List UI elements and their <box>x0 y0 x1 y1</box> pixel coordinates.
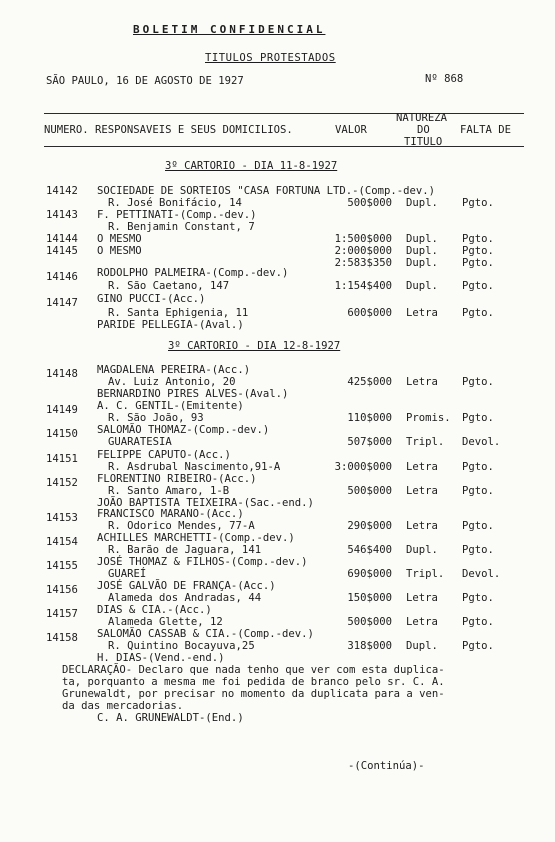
entry-value: 500$000 <box>347 616 392 628</box>
entry-address: Alameda dos Andradas, 44 <box>108 592 262 604</box>
entry-number: 14150 <box>46 428 78 440</box>
entry-status: Pgto. <box>462 640 494 652</box>
entry-value: 690$000 <box>347 568 392 580</box>
entry-value: 290$000 <box>347 520 392 532</box>
entry-number: 14146 <box>46 271 78 283</box>
entry-address: GUAREÍ <box>108 568 147 580</box>
entry-status: Pgto. <box>462 280 494 292</box>
entry-value: 507$000 <box>347 436 392 448</box>
entry-value: 3:000$000 <box>334 461 392 473</box>
declaration-signature: C. A. GRUNEWALDT-(End.) <box>97 712 244 724</box>
entry-title-type: Letra <box>406 592 438 604</box>
entry-responsible: H. DIAS-(Vend.-end.) <box>97 652 225 664</box>
entry-title-type: Dupl. <box>406 233 438 245</box>
declaration-line: DECLARAÇÃO- Declaro que nada tenho que ver com esta duplica- <box>62 664 445 676</box>
entry-responsible: A. C. GENTIL-(Emitente) <box>97 400 244 412</box>
entry-status: Pgto. <box>462 592 494 604</box>
entry-number: 14144 <box>46 233 78 245</box>
entry-responsible: PARIDE PELLEGIA-(Aval.) <box>97 319 244 331</box>
entry-address: R. São João, 93 <box>108 412 204 424</box>
entry-title-type: Letra <box>406 485 438 497</box>
entry-status: Pgto. <box>462 616 494 628</box>
entry-number: 14142 <box>46 185 78 197</box>
entry-status: Pgto. <box>462 197 494 209</box>
entry-status: Pgto. <box>462 520 494 532</box>
entry-title-type: Letra <box>406 307 438 319</box>
column-responsaveis: RESPONSAVEIS E SEUS DOMICILIOS. <box>95 124 293 136</box>
entry-title-type: Dupl. <box>406 544 438 556</box>
entry-value: 500$000 <box>347 197 392 209</box>
entry-title-type: Dupl. <box>406 245 438 257</box>
entry-address: Av. Luiz Antonio, 20 <box>108 376 236 388</box>
entry-status: Pgto. <box>462 544 494 556</box>
entry-value: 110$000 <box>347 412 392 424</box>
entry-title-type: Tripl. <box>406 436 445 448</box>
column-header-bottom-rule <box>44 146 524 147</box>
entry-responsible: MAGDALENA PEREIRA-(Acc.) <box>97 364 251 376</box>
entry-address: R. Benjamin Constant, 7 <box>108 221 255 233</box>
column-numero: NUMERO. <box>44 124 89 136</box>
entry-value: 2:000$000 <box>334 245 392 257</box>
entry-value: 1:154$400 <box>334 280 392 292</box>
entry-status: Pgto. <box>462 461 494 473</box>
column-natureza-2: DO <box>417 124 430 136</box>
entry-title-type: Dupl. <box>406 197 438 209</box>
entry-responsible: SALOMÃO THOMAZ-(Comp.-dev.) <box>97 424 270 436</box>
entry-address: GUARATESIA <box>108 436 172 448</box>
declaration-line: Grunewaldt, por precisar no momento da duplicata para a ven- <box>62 688 445 700</box>
entry-status: Pgto. <box>462 233 494 245</box>
entry-responsible: ACHILLES MARCHETTI-(Comp.-dev.) <box>97 532 295 544</box>
entry-number: 14148 <box>46 368 78 380</box>
column-natureza-3: TITULO <box>404 136 443 148</box>
entry-status: Pgto. <box>462 376 494 388</box>
entry-number: 14157 <box>46 608 78 620</box>
entry-responsible: RODOLPHO PALMEIRA-(Comp.-dev.) <box>97 267 289 279</box>
section-heading: 3º CARTORIO - DIA 11-8-1927 <box>165 160 338 172</box>
entry-value: 500$000 <box>347 485 392 497</box>
entry-responsible: JOÃO BAPTISTA TEIXEIRA-(Sac.-end.) <box>97 497 314 509</box>
entry-number: 14155 <box>46 560 78 572</box>
declaration-line: ta, porquanto a mesma me foi pedida de branco pelo sr. C. A. <box>62 676 445 688</box>
entry-responsible: SALOMÃO CASSAB & CIA.-(Comp.-dev.) <box>97 628 314 640</box>
declaration-line: da das mercadorias. <box>62 700 184 712</box>
city-date: SÃO PAULO, 16 DE AGOSTO DE 1927 <box>46 75 244 87</box>
entry-title-type: Dupl. <box>406 257 438 269</box>
entry-title-type: Dupl. <box>406 280 438 292</box>
entry-responsible: SOCIEDADE DE SORTEIOS "CASA FORTUNA LTD.-(Comp.-dev.) <box>97 185 436 197</box>
entry-address: R. Asdrubal Nascimento,91-A <box>108 461 281 473</box>
entry-number: 14158 <box>46 632 78 644</box>
bulletin-number: Nº 868 <box>425 73 464 85</box>
entry-responsible: O MESMO <box>97 233 142 245</box>
entry-status: Pgto. <box>462 485 494 497</box>
entry-status: Pgto. <box>462 245 494 257</box>
entry-value: 2:583$350 <box>334 257 392 269</box>
entry-number: 14152 <box>46 477 78 489</box>
entry-address: R. José Bonifácio, 14 <box>108 197 242 209</box>
entry-address: R. São Caetano, 147 <box>108 280 230 292</box>
entry-title-type: Letra <box>406 616 438 628</box>
column-valor: VALOR <box>335 124 367 136</box>
entry-address: Alameda Glette, 12 <box>108 616 223 628</box>
bulletin-title: BOLETIM CONFIDENCIAL <box>133 23 326 36</box>
entry-value: 546$400 <box>347 544 392 556</box>
bulletin-subtitle: TITULOS PROTESTADOS <box>205 52 336 64</box>
entry-title-type: Letra <box>406 520 438 532</box>
entry-status: Devol. <box>462 436 501 448</box>
entry-title-type: Letra <box>406 461 438 473</box>
entry-status: Pgto. <box>462 257 494 269</box>
entry-responsible: JOSÉ THOMAZ & FILHOS-(Comp.-dev.) <box>97 556 308 568</box>
entry-title-type: Dupl. <box>406 640 438 652</box>
entry-number: 14143 <box>46 209 78 221</box>
entry-value: 600$000 <box>347 307 392 319</box>
column-falta: FALTA DE <box>460 124 512 136</box>
entry-responsible: FELIPPE CAPUTO-(Acc.) <box>97 449 231 461</box>
entry-number: 14153 <box>46 512 78 524</box>
entry-title-type: Promis. <box>406 412 451 424</box>
entry-number: 14154 <box>46 536 78 548</box>
entry-number: 14156 <box>46 584 78 596</box>
entry-responsible: F. PETTINATI-(Comp.-dev.) <box>97 209 257 221</box>
entry-value: 1:500$000 <box>334 233 392 245</box>
column-header-top-rule <box>44 113 524 114</box>
entry-address: R. Santa Ephigenia, 11 <box>108 307 249 319</box>
entry-responsible: FLORENTINO RIBEIRO-(Acc.) <box>97 473 257 485</box>
entry-status: Pgto. <box>462 307 494 319</box>
entry-number: 14147 <box>46 297 78 309</box>
entry-address: R. Odorico Mendes, 77-A <box>108 520 255 532</box>
entry-value: 318$000 <box>347 640 392 652</box>
entry-number: 14145 <box>46 245 78 257</box>
entry-responsible: BERNARDINO PIRES ALVES-(Aval.) <box>97 388 289 400</box>
entry-value: 150$000 <box>347 592 392 604</box>
entry-responsible: GINO PUCCI-(Acc.) <box>97 293 206 305</box>
entry-address: R. Quintino Bocayuva,25 <box>108 640 255 652</box>
entry-value: 425$000 <box>347 376 392 388</box>
entry-responsible: JOSÉ GALVÃO DE FRANÇA-(Acc.) <box>97 580 276 592</box>
entry-number: 14149 <box>46 404 78 416</box>
column-natureza-1: NATUREZA <box>396 112 448 124</box>
entry-number: 14151 <box>46 453 78 465</box>
section-heading: 3º CARTORIO - DIA 12-8-1927 <box>168 340 341 352</box>
entry-address: R. Santo Amaro, 1-B <box>108 485 230 497</box>
entry-responsible: DIAS & CIA.-(Acc.) <box>97 604 212 616</box>
entry-responsible: O MESMO <box>97 245 142 257</box>
entry-title-type: Tripl. <box>406 568 445 580</box>
continua-note: -(Continúa)- <box>348 760 425 772</box>
entry-responsible: FRANCISCO MARANO-(Acc.) <box>97 508 244 520</box>
entry-status: Devol. <box>462 568 501 580</box>
entry-status: Pgto. <box>462 412 494 424</box>
entry-address: R. Barão de Jaguara, 141 <box>108 544 262 556</box>
entry-title-type: Letra <box>406 376 438 388</box>
